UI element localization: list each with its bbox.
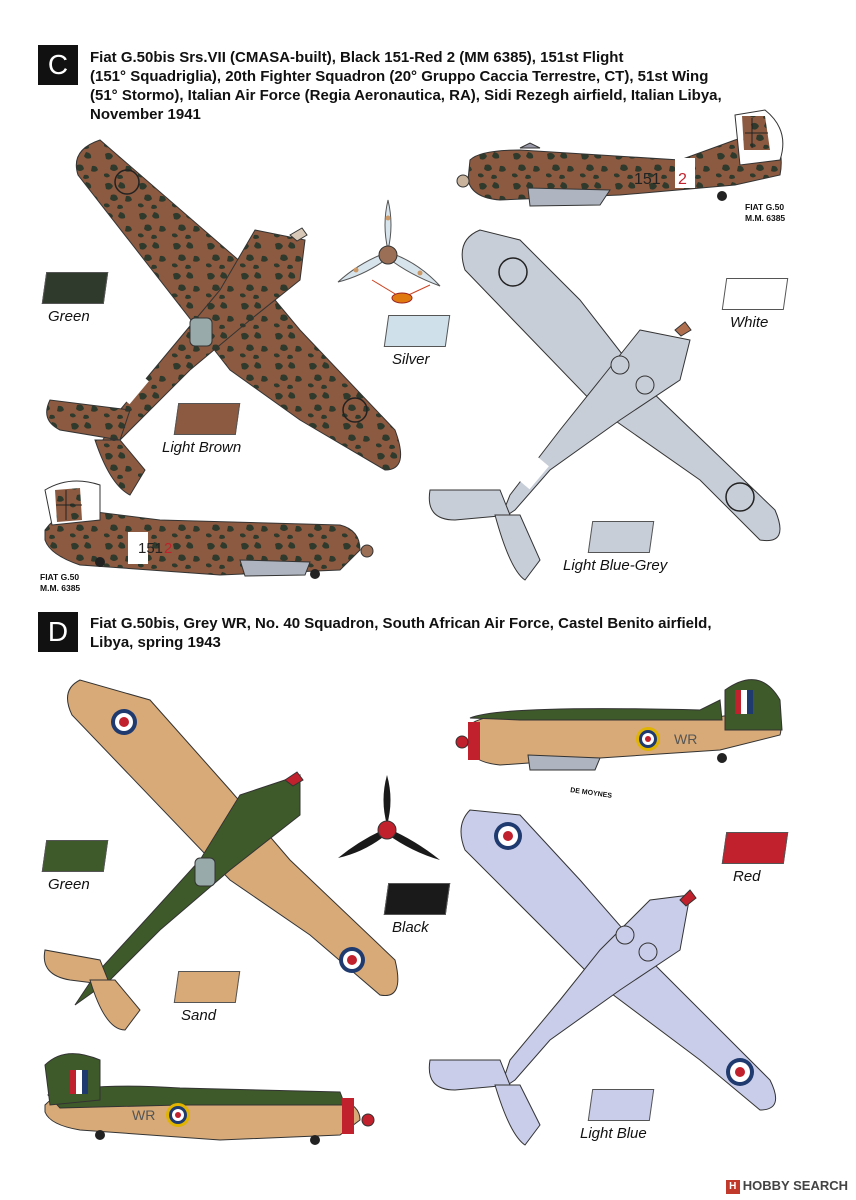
swatch-light-blue-grey [588,521,654,553]
stencil-line: FIAT G.50 [745,202,785,212]
plane-d-side-view-left [45,1054,374,1145]
swatch-label-sand: Sand [181,1007,217,1024]
watermark-text: HOBBY SEARCH [742,1178,848,1194]
swatch-label-green-d: Green [48,876,90,893]
plane-c-side-view-right [457,110,783,206]
swatch-label-light-blue: Light Blue [580,1125,647,1142]
swatch-label-light-brown: Light Brown [162,439,242,456]
plane-d-cowl-text: DE MOYNES [569,787,613,800]
swatch-label-white: White [730,314,769,331]
profile-d-badge: D [38,612,78,652]
caption-line: November 1941 [90,106,201,123]
stencil-line: M.M. 6385 [40,583,81,593]
plane-c-side-view-left [45,481,373,579]
propeller-c [338,200,440,303]
caption-line: Fiat G.50bis, Grey WR, No. 40 Squadron, South African Air Force, Castel Benito airfield, [90,615,712,632]
swatch-label-red: Red [733,868,761,885]
swatch-label-silver: Silver [392,351,430,368]
caption-line: Libya, spring 1943 [90,634,221,651]
profile-c-badge: C [38,45,78,85]
hobby-search-logo-icon: H [726,1180,740,1194]
swatch-white [722,278,788,310]
swatch-red [722,832,788,864]
swatch-label-black: Black [392,919,429,936]
profile-d-caption [90,614,830,652]
plane-c-left-code-red: 2 [164,540,173,557]
watermark [726,1178,848,1194]
plane-d-code-right: WR [674,731,698,747]
plane-d-code-left: WR [132,1107,156,1123]
plane-d-side-view-right [456,680,782,770]
swatch-silver [384,315,450,347]
plane-c-code-black: 151 [634,171,661,188]
plane-c-left-code-black: 151 [138,540,164,557]
swatch-black [384,883,450,915]
swatch-green-d [42,840,108,872]
plane-c-code-red: 2 [678,171,687,188]
plane-c-stencil-right [745,202,785,224]
stencil-line: M.M. 6385 [745,213,786,223]
caption-line: (51° Stormo), Italian Air Force (Regia Aeronautica, RA), Sidi Rezegh airfield, Italian Libya, [90,87,722,104]
plane-c-stencil-left [40,572,80,594]
stencil-line: FIAT G.50 [40,572,80,582]
swatch-light-brown [174,403,240,435]
swatch-light-blue [588,1089,654,1121]
swatch-label-green-c: Green [48,308,90,325]
swatch-green-c [42,272,108,304]
caption-line: Fiat G.50bis Srs.VII (CMASA-built), Black 151-Red 2 (MM 6385), 151st Flight [90,49,624,66]
swatch-label-light-blue-grey: Light Blue-Grey [563,557,668,574]
caption-line: (151° Squadriglia), 20th Fighter Squadron (20° Gruppo Caccia Terrestre, CT), 51st Wing [90,68,709,85]
swatch-sand [174,971,240,1003]
propeller-d [338,775,440,860]
